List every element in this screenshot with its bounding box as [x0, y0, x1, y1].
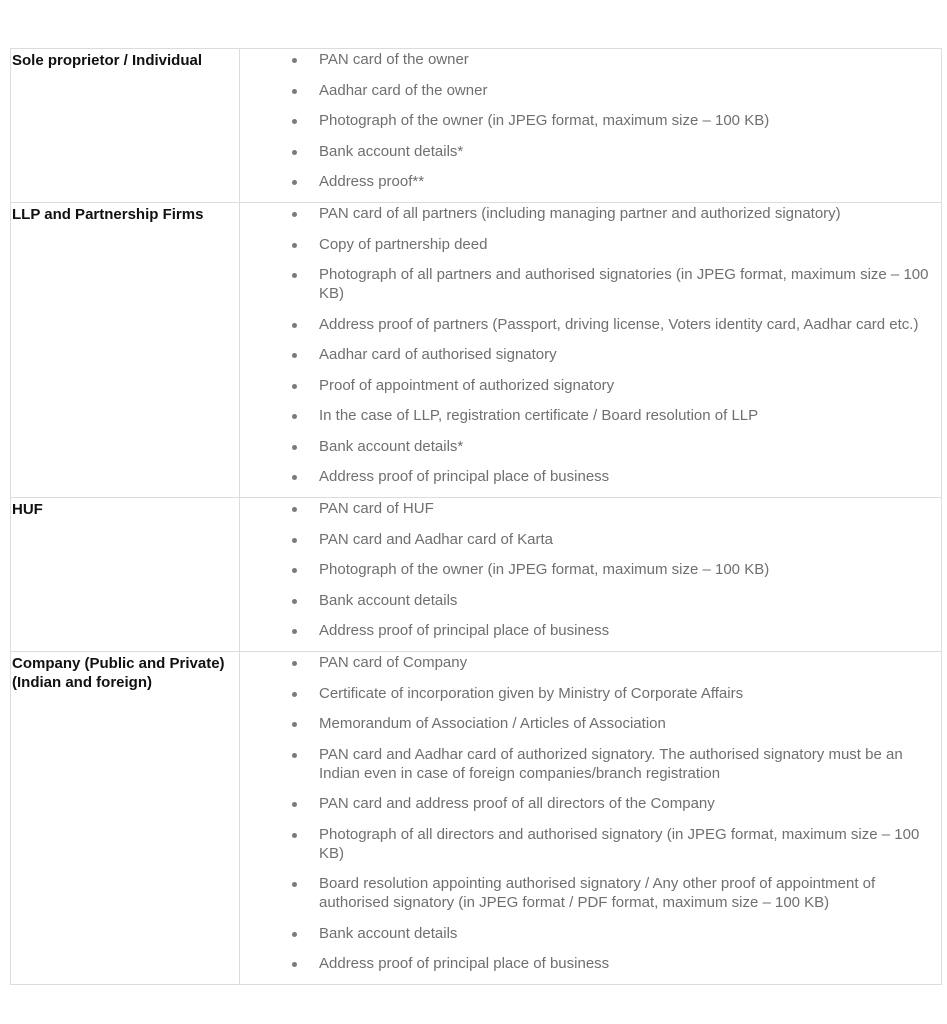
bullet-icon — [292, 833, 297, 838]
bullet-icon — [292, 119, 297, 124]
document-text: Photograph of the owner (in JPEG format, maximum size – 100 KB) — [319, 112, 770, 129]
table-row — [11, 498, 942, 652]
document-text: Certificate of incorporation given by Ministry of Corporate Affairs — [319, 684, 744, 702]
document-text: PAN card and address proof of all directors of the Company — [319, 795, 715, 812]
list-item — [240, 467, 941, 486]
list-item — [240, 684, 941, 703]
bullet-icon — [292, 802, 297, 807]
list-item — [240, 437, 941, 456]
entity-type-label: HUF — [12, 501, 43, 518]
document-text: Address proof of principal place of business — [319, 468, 610, 485]
list-item — [240, 621, 941, 640]
document-text: PAN card and Aadhar card of Karta — [319, 530, 554, 548]
bullet-icon — [292, 882, 297, 887]
bullet-icon — [292, 445, 297, 450]
list-item — [240, 111, 941, 130]
document-list — [240, 652, 941, 973]
bullet-icon — [292, 89, 297, 94]
document-text: Photograph of the owner (in JPEG format, maximum size – 100 KB) — [319, 561, 770, 578]
bullet-icon — [292, 273, 297, 278]
list-item — [240, 924, 941, 943]
documents-cell — [240, 498, 942, 652]
bullet-icon — [292, 414, 297, 419]
entity-type-label: LLP and Partnership Firms — [12, 206, 204, 223]
bullet-icon — [292, 661, 297, 666]
document-text: Address proof of partners (Passport, driving license, Voters identity card, Aadhar card etc.) — [319, 315, 919, 333]
table-row — [11, 203, 942, 498]
document-text: Aadhar card of authorised signatory — [319, 346, 557, 363]
list-item — [240, 345, 941, 364]
document-text: Photograph of all directors and authorised signatory (in JPEG format, maximum size – 100 KB) — [319, 825, 920, 862]
documents-cell — [240, 49, 942, 203]
list-item — [240, 530, 941, 549]
list-item — [240, 406, 941, 425]
list-item — [240, 315, 941, 334]
entity-type-label: Sole proprietor / Individual — [12, 52, 203, 69]
list-item — [240, 714, 941, 733]
bullet-icon — [292, 568, 297, 573]
document-text: Bank account details* — [319, 437, 464, 455]
document-text: PAN card and Aadhar card of authorized signatory. The authorised signatory must be an Indian even in case of foreign companies/branch registration — [319, 745, 903, 782]
bullet-icon — [292, 353, 297, 358]
list-item — [240, 81, 941, 100]
document-text: Aadhar card of the owner — [319, 81, 488, 99]
list-item — [240, 142, 941, 161]
document-text: PAN card of HUF — [319, 500, 434, 517]
document-list — [240, 49, 941, 191]
bullet-icon — [292, 323, 297, 328]
list-item — [240, 794, 941, 813]
list-item — [240, 560, 941, 579]
document-text: Bank account details* — [319, 142, 464, 160]
entity-type-cell — [11, 498, 240, 652]
list-item — [240, 825, 941, 863]
document-text: Proof of appointment of authorized signatory — [319, 376, 615, 394]
document-text: PAN card of the owner — [319, 51, 469, 68]
list-item — [240, 172, 941, 191]
bullet-icon — [292, 538, 297, 543]
bullet-icon — [292, 722, 297, 727]
document-text: Board resolution appointing authorised signatory / Any other proof of appointment of authorised signatory (in JPEG format / PDF format, maximum size – 100 KB) — [319, 875, 876, 911]
bullet-icon — [292, 692, 297, 697]
bullet-icon — [292, 932, 297, 937]
entity-type-label: Company (Public and Private) (Indian and foreign) — [12, 655, 225, 691]
bullet-icon — [292, 962, 297, 967]
bullet-icon — [292, 384, 297, 389]
bullet-icon — [292, 753, 297, 758]
list-item — [240, 235, 941, 254]
entity-type-cell — [11, 49, 240, 203]
entity-type-cell — [11, 203, 240, 498]
list-item — [240, 204, 941, 223]
bullet-icon — [292, 599, 297, 604]
document-text: In the case of LLP, registration certificate / Board resolution of LLP — [319, 407, 759, 424]
documents-cell — [240, 652, 942, 985]
document-text: Address proof of principal place of business — [319, 955, 610, 972]
list-item — [240, 745, 941, 783]
table-row — [11, 652, 942, 985]
document-text: Photograph of all partners and authorised signatories (in JPEG format, maximum size – 100 KB) — [319, 266, 929, 302]
bullet-icon — [292, 475, 297, 480]
document-text: Address proof** — [319, 173, 425, 190]
entity-type-cell — [11, 652, 240, 985]
list-item — [240, 653, 941, 672]
document-text: Bank account details — [319, 924, 458, 942]
bullet-icon — [292, 150, 297, 155]
table-row — [11, 49, 942, 203]
document-text: Memorandum of Association / Articles of Association — [319, 715, 666, 732]
document-list — [240, 498, 941, 640]
bullet-icon — [292, 507, 297, 512]
documents-table — [10, 48, 942, 985]
list-item — [240, 874, 941, 912]
document-text: PAN card of all partners (including managing partner and authorized signatory) — [319, 205, 841, 222]
list-item — [240, 376, 941, 395]
document-text: Bank account details — [319, 591, 458, 609]
document-text: Address proof of principal place of business — [319, 622, 610, 639]
list-item — [240, 265, 941, 303]
bullet-icon — [292, 58, 297, 63]
document-text: PAN card of Company — [319, 654, 468, 671]
list-item — [240, 591, 941, 610]
documents-table-body — [11, 49, 942, 985]
documents-cell — [240, 203, 942, 498]
list-item — [240, 954, 941, 973]
document-text: Copy of partnership deed — [319, 235, 488, 253]
bullet-icon — [292, 629, 297, 634]
document-list — [240, 203, 941, 486]
bullet-icon — [292, 180, 297, 185]
bullet-icon — [292, 212, 297, 217]
bullet-icon — [292, 243, 297, 248]
list-item — [240, 50, 941, 69]
list-item — [240, 499, 941, 518]
